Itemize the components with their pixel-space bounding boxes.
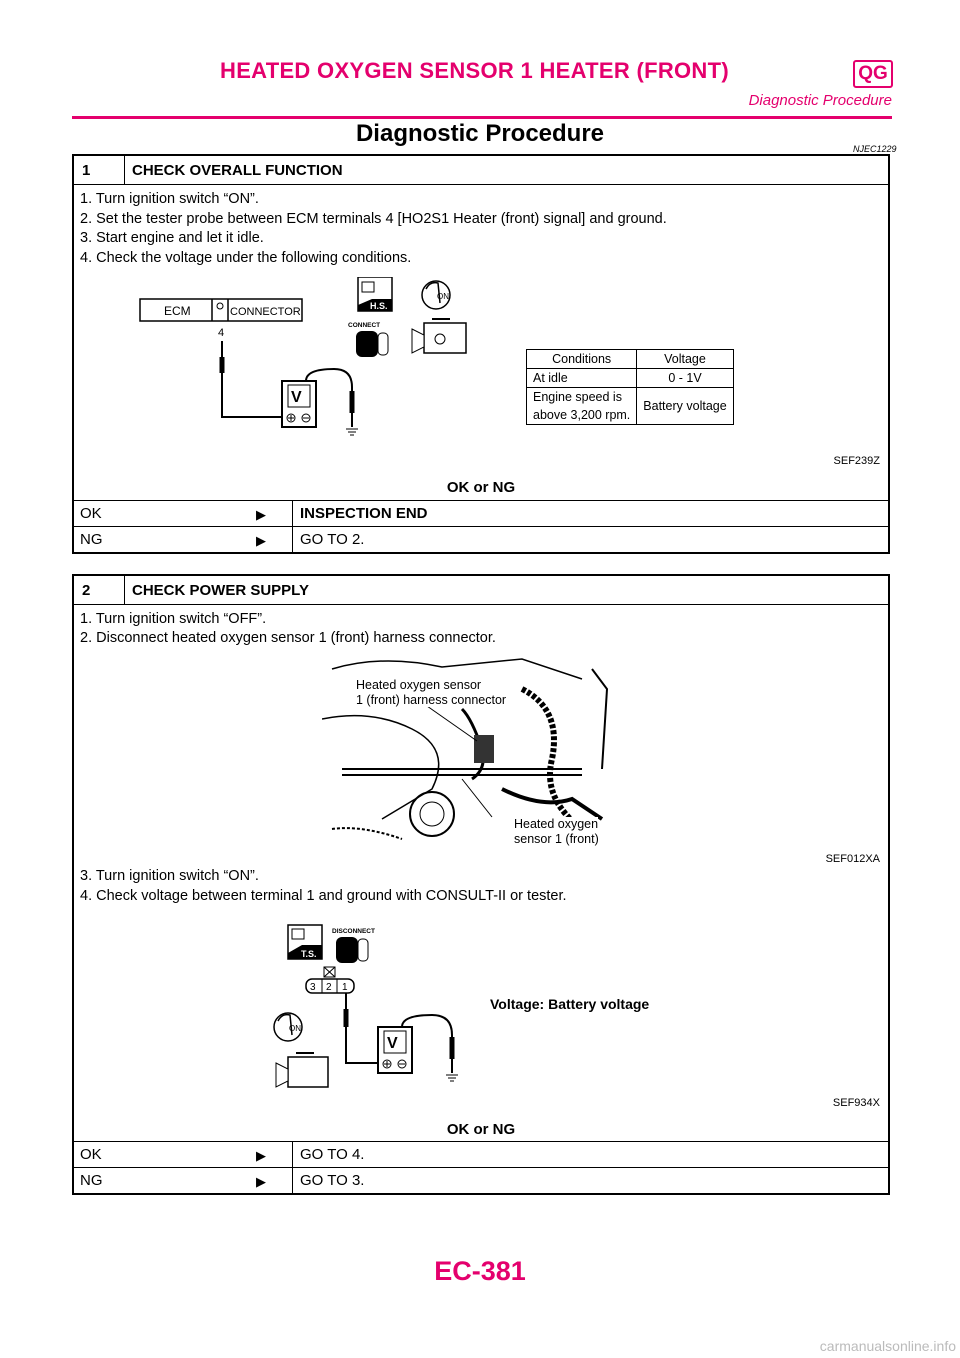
arrow-right-icon: ▶ — [256, 1174, 266, 1189]
step2-line: 3. Turn ignition switch “ON”. — [80, 868, 259, 884]
table-header-row — [527, 350, 734, 369]
result-row-ng — [74, 527, 888, 552]
section-title: Diagnostic Procedure — [355, 120, 605, 147]
figure-code: SEF012XA — [825, 853, 880, 865]
table-cell: Engine speed is — [527, 388, 637, 407]
probe-wire — [346, 993, 378, 1063]
engine-tag-badge: QG — [853, 60, 893, 88]
arrow-right-icon: ▶ — [256, 533, 266, 548]
ignition-on-label: ON — [289, 1024, 301, 1033]
probe-wire — [222, 341, 282, 417]
arrow-right-icon: ▶ — [256, 507, 266, 522]
voltage-spec: Voltage: Battery voltage — [490, 996, 650, 1012]
step2-body — [74, 605, 888, 1142]
terminal-number: 4 — [218, 327, 225, 339]
figure-code: SEF239Z — [833, 455, 880, 467]
step2-header-row — [74, 576, 888, 605]
meter-label: V — [387, 1035, 398, 1052]
result-key: OK — [80, 1146, 102, 1163]
photo-callout: Heated oxygen sensor — [356, 678, 482, 692]
step1-line: 4. Check the voltage under the following conditions. — [80, 250, 412, 266]
connector-plug-icon — [336, 937, 368, 963]
result-key: NG — [80, 1172, 103, 1189]
step1-wiring-diagram — [134, 277, 514, 447]
step2-number: 2 — [82, 582, 91, 599]
table-row — [527, 388, 734, 407]
ground-icon — [446, 1075, 458, 1081]
connector-plug-icon — [356, 331, 388, 357]
result-value: GO TO 2. — [300, 531, 365, 548]
section-code: NJEC1229 — [853, 144, 897, 154]
terminal-number: 2 — [326, 982, 332, 993]
page-header-title: HEATED OXYGEN SENSOR 1 HEATER (FRONT) — [220, 58, 729, 83]
ignition-on-label: ON — [437, 292, 449, 301]
table-cell: 0 - 1V — [637, 369, 733, 388]
table-cell: Battery voltage — [637, 388, 733, 425]
ts-label: T.S. — [301, 949, 317, 959]
step1-title: CHECK OVERALL FUNCTION — [132, 162, 343, 179]
engine-icon — [276, 1053, 328, 1087]
meter-label: V — [291, 389, 302, 406]
result-row-ng — [74, 1168, 888, 1193]
step1-body — [74, 185, 888, 501]
figure-code: SEF934X — [832, 1097, 880, 1109]
watermark-text: carmanualsonline.info — [819, 1338, 956, 1354]
result-row-ok — [74, 1142, 888, 1168]
step1-box — [72, 154, 890, 554]
step2-line: 1. Turn ignition switch “OFF”. — [80, 611, 267, 627]
step1-line: 2. Set the tester probe between ECM terminals 4 [HO2S1 Heater (front) signal] and ground. — [80, 211, 667, 227]
result-key: OK — [80, 505, 102, 522]
result-value: INSPECTION END — [300, 505, 428, 522]
table-cell: above 3,200 rpm. — [527, 406, 637, 425]
result-row-ok — [74, 501, 888, 527]
step2-line: 2. Disconnect heated oxygen sensor 1 (front) harness connector. — [80, 630, 496, 646]
step1-line: 1. Turn ignition switch “ON”. — [80, 191, 259, 207]
step1-number: 1 — [82, 162, 91, 179]
ecm-label: ECM — [164, 304, 191, 318]
engine-icon — [412, 319, 466, 353]
hs-label: H.S. — [370, 301, 388, 311]
step2-box — [72, 574, 890, 1195]
step2-wiring-diagram — [262, 923, 522, 1093]
photo-callout: 1 (front) harness connector — [356, 693, 507, 707]
ground-icon — [346, 429, 358, 435]
terminal-number: 1 — [342, 982, 348, 993]
table-header-cell: Conditions — [527, 350, 637, 369]
ok-or-ng-label: OK or NG — [446, 1121, 516, 1138]
connect-label: CONNECT — [348, 322, 381, 329]
result-key: NG — [80, 531, 103, 548]
terminal-number: 3 — [310, 982, 316, 993]
step1-header-row — [74, 156, 888, 185]
step1-line: 3. Start engine and let it idle. — [80, 230, 264, 246]
ok-or-ng-label: OK or NG — [446, 479, 516, 496]
table-cell: At idle — [527, 369, 637, 388]
photo-callout: Heated oxygen — [514, 817, 599, 831]
header-divider — [72, 116, 892, 119]
photo-callout: sensor 1 (front) — [514, 832, 599, 846]
result-value: GO TO 3. — [300, 1172, 365, 1189]
arrow-right-icon: ▶ — [256, 1148, 266, 1163]
connector-label: CONNECTOR — [230, 306, 301, 318]
page-header-subtitle: Diagnostic Procedure — [748, 92, 892, 109]
page-number: EC-381 — [434, 1256, 526, 1286]
step1-conditions-table — [526, 349, 734, 425]
step2-line: 4. Check voltage between terminal 1 and ground with CONSULT-II or tester. — [80, 888, 567, 904]
table-row — [527, 369, 734, 388]
table-header-cell: Voltage — [637, 350, 733, 369]
step2-title: CHECK POWER SUPPLY — [132, 582, 309, 599]
disconnect-label: DISCONNECT — [332, 928, 375, 935]
result-value: GO TO 4. — [300, 1146, 365, 1163]
